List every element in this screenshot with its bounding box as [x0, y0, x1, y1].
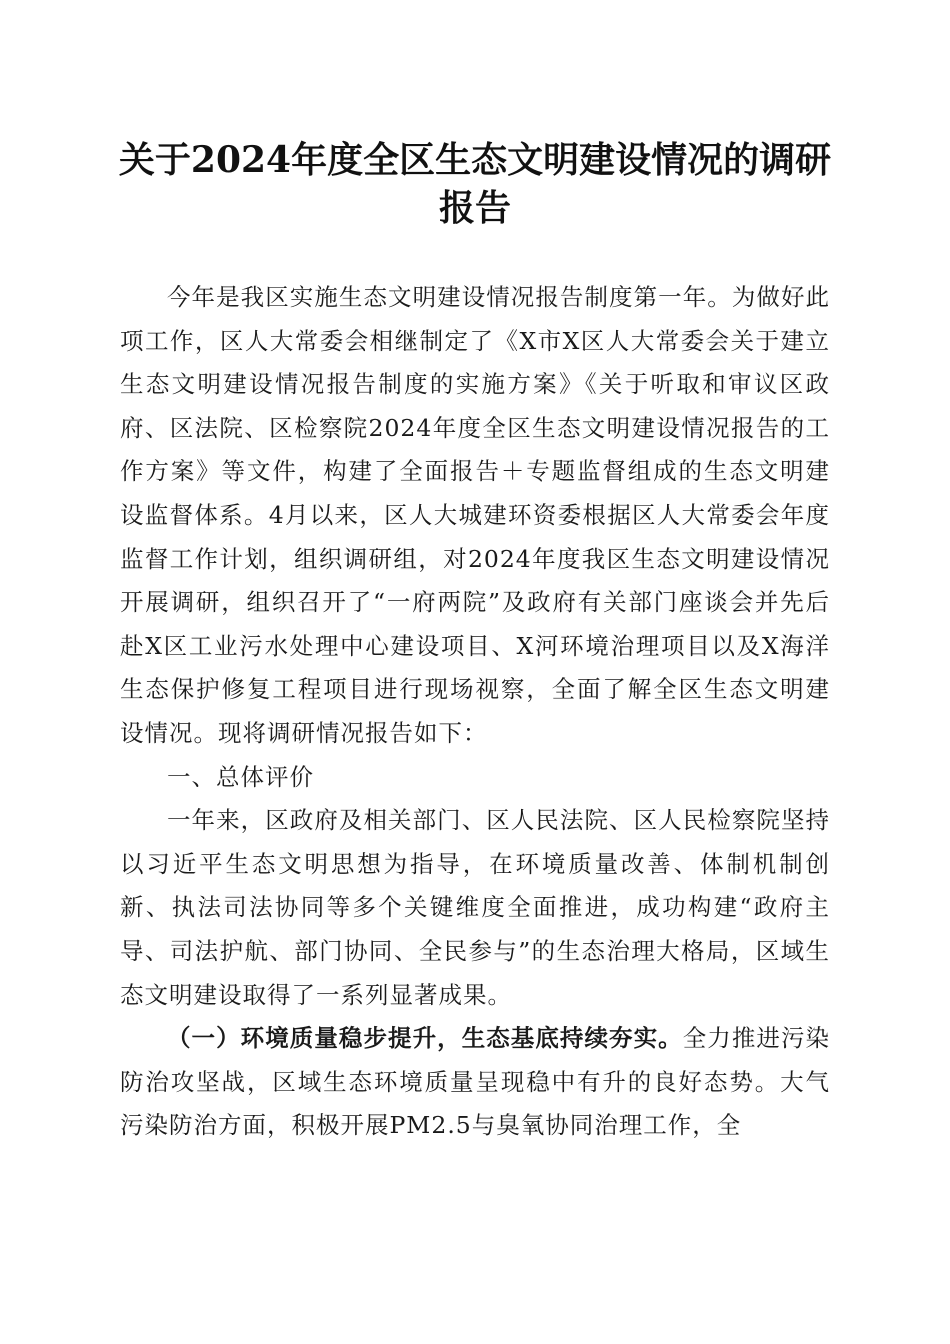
subsection-one-lead: （一）环境质量稳步提升，生态基底持续夯实。: [167, 1024, 683, 1053]
subsection-one-paragraph: [120, 1017, 830, 1148]
section-one-paragraph: 一年来，区政府及相关部门、区人民法院、区人民检察院坚持以习近平生态文明思想为指导，在环境质量改善、体制机制创新、执法司法协同等多个关键维度全面推进，成功构建“政府主导、司法护航、部门协同、全民参与”的生态治理大格局，区域生态文明建设取得了一系列显著成果。: [120, 806, 830, 1009]
subsection-one-text: 全力推进污染防治攻坚战，区域生态环境质量呈现稳中有升的良好态势。大气污染防治方面，积极开展PM2.5与臭氧协同治理工作，全: [120, 1024, 831, 1140]
section-heading-overall-evaluation: 一、总体评价: [167, 762, 314, 791]
document-title: 关于2024年度全区生态文明建设情况的调研报告: [118, 139, 832, 229]
document-body: [120, 276, 830, 1148]
intro-paragraph: 今年是我区实施生态文明建设情况报告制度第一年。为做好此项工作，区人大常委会相继制定了《X市X区人大常委会关于建立生态文明建设情况报告制度的实施方案》《关于听取和审议区政府、区法院、区检察院2024年度全区生态文明建设情况报告的工作方案》等文件，构建了全面报告＋专题监督组成的生态文明建设监督体系。4月以来，区人大城建环资委根据区人大常委会年度监督工作计划，组织调研组，对2024年度我区生态文明建设情况开展调研，组织召开了“一府两院”及政府有关部门座谈会并先后赴X区工业污水处理中心建设项目、X河环境治理项目以及X海洋生态保护修复工程项目进行现场视察，全面了解全区生态文明建设情况。现将调研情况报告如下：: [120, 283, 830, 747]
